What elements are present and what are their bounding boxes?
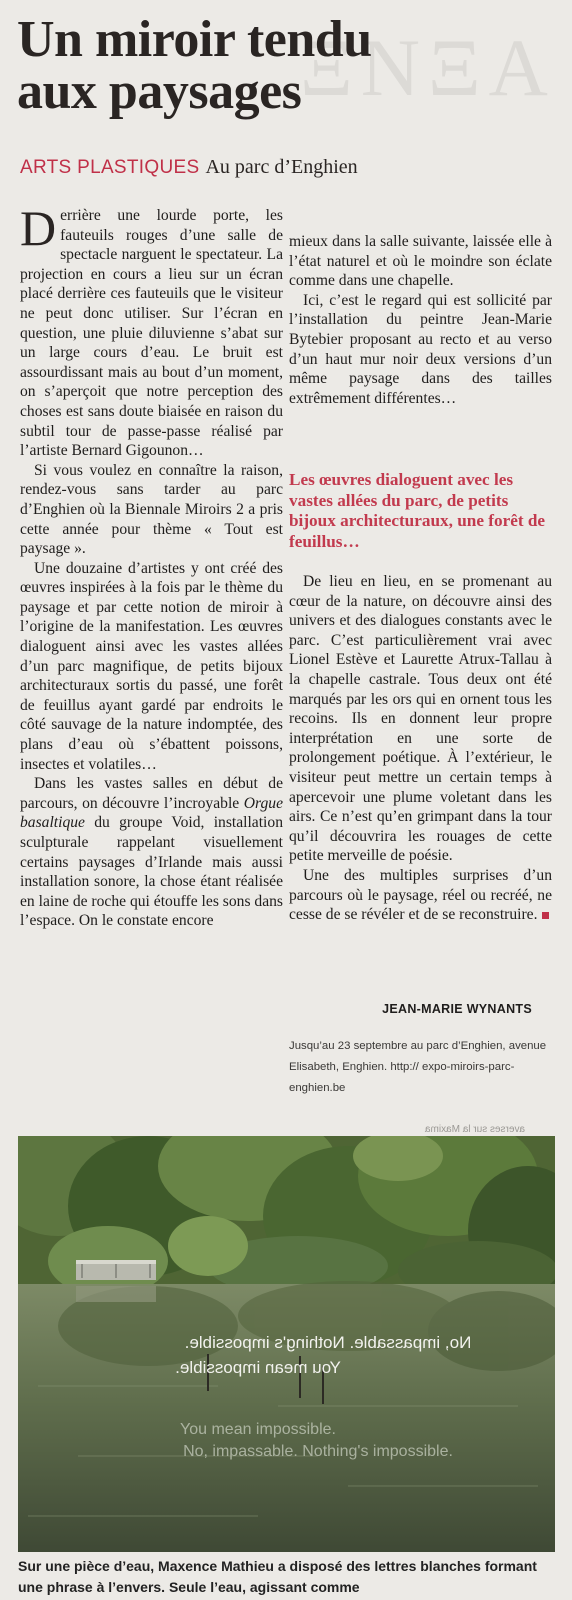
paragraph: Une des multiples surprises d’un parcours où le paysage, réel ou recréé, ne cesse de se révéler et de se reconstruire.	[289, 866, 552, 924]
headline-line-1: Un miroir tendu	[17, 11, 372, 68]
photo-caption: Sur une pièce d’eau, Maxence Mathieu a disposé des lettres blanches formant une phrase à l’envers. Seule l’eau, agissant comme	[18, 1558, 537, 1595]
lake-photo	[18, 1136, 555, 1552]
headline-line-2: aux paysages	[17, 63, 302, 120]
paragraph: Dans les vastes salles en début de parcours, on découvre l’incroyable Orgue basaltique du groupe Void, installation sculpturale rappelant visuellement certains paysages d’Irlande mais aussi installation sonore, la chose étant réalisée en laine de roche qui étouffe les sons dans l’espace. On le constate encore	[20, 775, 283, 930]
author-byline: JEAN-MARIE WYNANTS	[382, 1002, 532, 1016]
paragraph: De lieu en lieu, en se promenant au cœur de la nature, on découvre ainsi des univers et des dialogues constants avec le parc. C’est particulièrement vrai avec Lionel Estève et Laurette Atrux-Tallau à la chapelle castrale. Tous deux ont été marqués par les ors qui en ornent tous les recoins. Ils en donnent leur propre interprétation en une sorte de prolongement poétique. À l’extérieur, le visiteur peut mettre un certain temps à apercevoir une plume voletant dans les airs. Ce n’est qu’en grimpant dans la tour qu’il découvrira les rouages de cette petite merveille de poésie.	[289, 573, 552, 865]
practical-info: Jusqu’au 23 septembre au parc d’Enghien, avenue Elisabeth, Enghien. http:// expo-miroirs-parc-enghien.be	[289, 1040, 547, 1094]
pull-quote: Les œuvres dialoguent avec les vastes allées du parc, de petits bijoux architecturaux, une forêt de feuillus…	[289, 470, 546, 551]
paragraph: Si vous voulez en connaître la raison, rendez-vous sans tarder au parc d’Enghien où la Biennale Miroirs 2 a pris cette année pour thème « Tout est paysage ».	[20, 461, 283, 558]
artwork-title: Orgue basaltique	[20, 794, 283, 832]
kicker	[20, 155, 540, 180]
background-ghost-lettering: ΞΝΞΑ	[300, 28, 556, 113]
bleed-through-text: averses sur la Maxima	[424, 1124, 525, 1135]
reflection-text-line-2: No, impassable. Nothing's impossible.	[183, 1443, 453, 1460]
article-column-1	[20, 200, 283, 931]
subhead: Au parc d’Enghien	[205, 156, 358, 178]
paragraph: Ici, c’est le regard qui est sollicité par l’installation du peintre Jean-Marie Bytebier proposant au recto et au verso d’un haut mur noir deux versions d’un même paysage dans des tailles extrêmement différentes…	[289, 291, 552, 407]
paragraph: Une douzaine d’artistes y ont créé des œuvres inspirées à la fois par le thème du paysage et par cette notion de miroir à l’origine de la manifestation. Les œuvres dialoguent ainsi avec les vastes allées d’un parc magnifique, de petits bijoux architecturaux sortis du passé, une forêt de feuillus ayant gardé par endroits le côté sauvage de la nature indomptée, des plans d’eau où s’ébattent poissons, insectes et volatiles…	[20, 559, 283, 773]
rubric-label: ARTS PLASTIQUES	[20, 157, 200, 178]
end-mark-icon	[542, 912, 549, 919]
headline	[17, 11, 557, 120]
article-column-2-bottom	[289, 572, 552, 925]
lake-photo-image	[18, 1136, 555, 1552]
paragraph: Derrière une lourde porte, les fauteuils rouges d’une salle de spectacle narguent le spectateur. La projection en cours a lieu sur un écran placé derrière ces fauteuils que le visiteur ne peut donc utiliser. Sur l’écran en question, une pluie diluvienne s’abat sur un large cours d’eau. Le bruit est assourdissant mais au bout d’un moment, on s’aperçoit que notre perception des choses est sans doute biaisée en raison du subtil tour de passe-passe réalisé par l’artiste Bernard Gigounon…	[20, 200, 283, 460]
installation-letters-line-2: You mean impossible.	[175, 1358, 341, 1377]
article-column-2-top	[289, 232, 552, 408]
reflection-text-line-1: You mean impossible.	[180, 1421, 336, 1438]
installation-letters-line-1: No, impassable. Nothing's impossible.	[184, 1333, 472, 1352]
boat-dock	[76, 1260, 156, 1280]
drop-cap: D	[20, 200, 57, 256]
paragraph: mieux dans la salle suivante, laissée elle à l’état naturel et où le moindre son éclate comme dans une chapelle.	[289, 233, 552, 290]
